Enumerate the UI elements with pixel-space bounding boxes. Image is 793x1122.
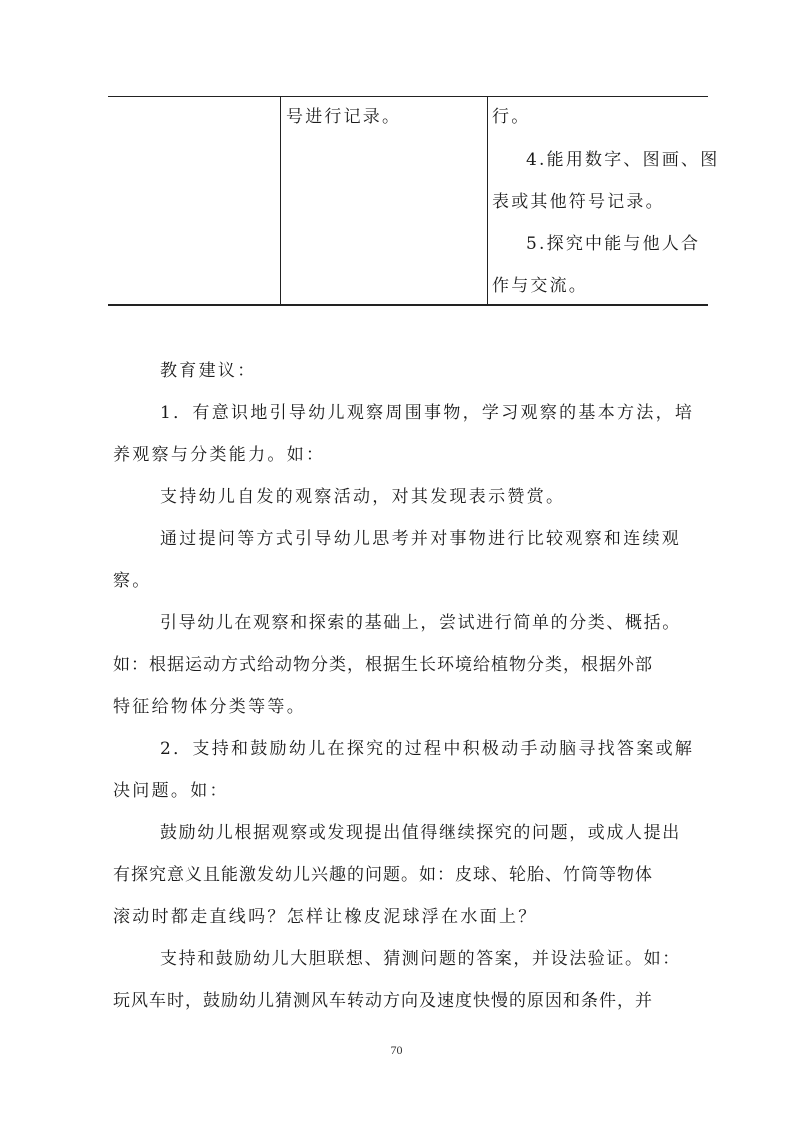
paragraph-line: 鼓励幼儿根据观察或发现提出值得继续探究的问题，或成人提出 (160, 823, 681, 843)
paragraph-line: 如：根据运动方式给动物分类，根据生长环境给植物分类，根据外部 (113, 655, 653, 675)
table-cell-text: 5.探究中能与他人合 (526, 234, 701, 254)
table-cell-text: 4.能用数字、图画、图 (526, 150, 720, 170)
paragraph-line: 引导幼儿在观察和探索的基础上，尝试进行简单的分类、概括。 (160, 613, 681, 633)
section-heading: 教育建议： (160, 361, 257, 381)
table-column-divider (280, 97, 281, 304)
paragraph-line: 养观察与分类能力。如： (113, 445, 326, 465)
table-cell-text: 表或其他符号记录。 (492, 192, 665, 212)
paragraph-line: 察。 (113, 571, 152, 591)
page-number: 70 (390, 1043, 403, 1057)
paragraph-line: 滚动时都走直线吗？怎样让橡皮泥球浮在水面上？ (113, 907, 538, 927)
paragraph-line: 决问题。如： (113, 781, 229, 801)
table-cell-text: 作与交流。 (492, 276, 588, 296)
paragraph-line: 玩风车时，鼓励幼儿猜测风车转动方向及速度快慢的原因和条件，并 (113, 991, 653, 1011)
paragraph-line: 1．有意识地引导幼儿观察周围事物，学习观察的基本方法，培 (160, 403, 695, 423)
table-column-divider (487, 97, 488, 304)
paragraph-line: 支持幼儿自发的观察活动，对其发现表示赞赏。 (160, 487, 566, 507)
paragraph-line: 特征给物体分类等等。 (113, 697, 306, 717)
table-cell-text: 号进行记录。 (286, 107, 402, 127)
table-cell-text: 行。 (492, 107, 531, 127)
paragraph-line: 有探究意义且能激发幼儿兴趣的问题。如：皮球、轮胎、竹筒等物体 (113, 865, 653, 885)
paragraph-line: 支持和鼓励幼儿大胆联想、猜测问题的答案，并设法验证。如： (160, 949, 681, 969)
paragraph-line: 2．支持和鼓励幼儿在探究的过程中积极动手动脑寻找答案或解 (160, 739, 695, 759)
paragraph-line: 通过提问等方式引导幼儿思考并对事物进行比较观察和连续观 (160, 529, 682, 549)
table-fragment (108, 96, 720, 306)
